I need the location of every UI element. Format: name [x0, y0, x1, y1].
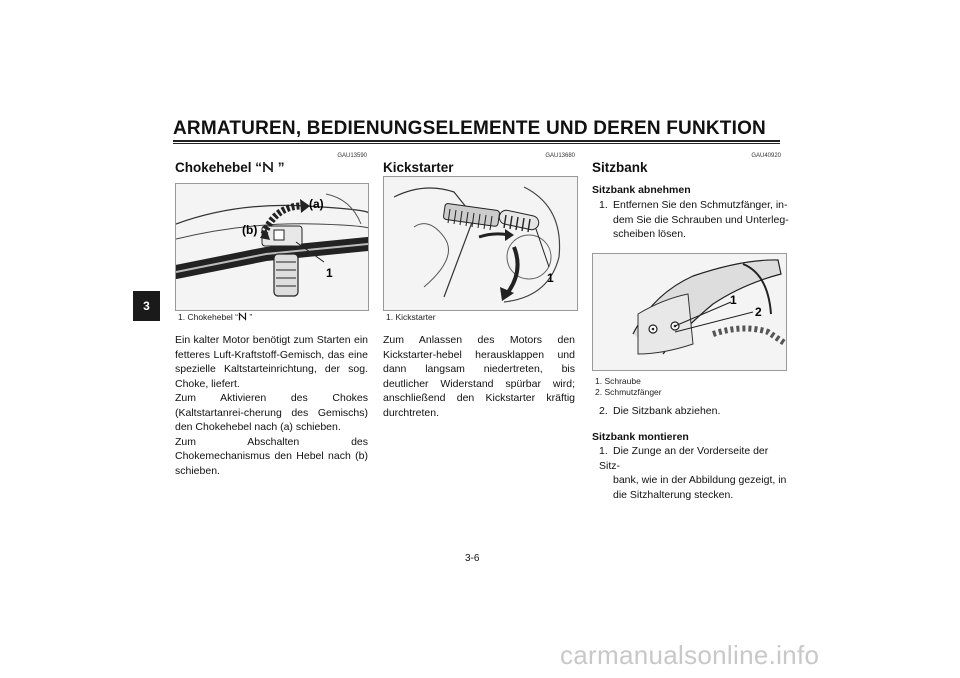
figure-sitzbank: [592, 253, 787, 371]
watermark: carmanualsonline.info: [560, 640, 820, 670]
figure-choke: [175, 183, 369, 311]
figure-kickstarter-label-1: 1: [547, 271, 554, 285]
step-remove-2: [599, 404, 789, 419]
step-install-1-num: 1.: [599, 445, 608, 457]
step-remove-2-line1: Die Sitzbank abziehen.: [613, 405, 721, 417]
choke-symbol-icon: [262, 161, 274, 173]
page-title: ARMATUREN, BEDIENUNGSELEMENTE UND DEREN FUNKTION: [173, 118, 766, 139]
step-remove-1-num: 1.: [599, 199, 608, 211]
subheading-sitzbank-abnehmen: Sitzbank abnehmen: [592, 184, 691, 196]
title-rule: [173, 140, 780, 142]
chapter-tab: 3: [133, 291, 160, 321]
caption-kickstarter: 1. Kickstarter: [386, 312, 436, 322]
body-choke: [175, 333, 368, 478]
figure-kickstarter-illustration: [384, 177, 577, 310]
section-code-sitzbank: GAU40920: [751, 153, 781, 159]
heading-choke-suffix: ”: [274, 160, 285, 175]
subheading-sitzbank-montieren: Sitzbank montieren: [592, 431, 689, 443]
heading-choke-prefix: Chokehebel “: [175, 160, 263, 175]
step-install-1-line3: die Sitzhalterung stecken.: [613, 488, 734, 501]
figure-choke-label-b: (b): [242, 223, 258, 237]
choke-symbol-small-icon: [238, 312, 247, 321]
figure-sitzbank-illustration: [593, 254, 786, 370]
figure-sitzbank-label-2: 2: [755, 305, 762, 319]
figure-choke-illustration: [176, 184, 368, 310]
title-rule-thin: [173, 143, 780, 144]
caption-choke-prefix: 1. Chokehebel “: [178, 312, 239, 322]
figure-choke-label-a: (a): [309, 197, 324, 211]
body-choke-p2: Zum Aktivieren des Chokes (Kaltstartanrei-cherung des Gemischs) den Chokehebel nach (a) schieben.: [175, 392, 368, 433]
caption-sitzbank-2: 2. Schmutzfänger: [595, 387, 662, 397]
heading-choke: [175, 160, 285, 175]
caption-choke-suffix: ”: [247, 312, 253, 322]
step-remove-2-num: 2.: [599, 405, 608, 417]
step-remove-1-line2: dem Sie die Schrauben und Unterleg-: [613, 213, 789, 226]
body-choke-p3: Zum Abschalten des Chokemechanismus den Hebel nach (b) schieben.: [175, 435, 368, 477]
step-install-1-line1: Die Zunge an der Vorderseite der Sitz-: [599, 445, 769, 472]
step-remove-1-line1: Entfernen Sie den Schmutzfänger, in-: [613, 199, 788, 211]
step-install-1-line2: bank, wie in der Abbildung gezeigt, in: [613, 474, 787, 486]
section-code-choke: GAU13590: [337, 153, 367, 159]
step-remove-1: [599, 198, 789, 242]
section-code-kickstarter: GAU13680: [545, 153, 575, 159]
figure-sitzbank-label-1: 1: [730, 293, 737, 307]
body-choke-p1: Ein kalter Motor benötigt zum Starten ein fetteres Luft-Kraftstoff-Gemisch, das eine spezielle Kaltstarteinrichtung, der sog. Choke, liefert.: [175, 334, 368, 390]
step-install-1: [599, 444, 789, 502]
figure-choke-label-1: 1: [326, 266, 333, 280]
figure-kickstarter: [383, 176, 578, 311]
body-kickstarter: Zum Anlassen des Motors den Kickstarter-hebel herausklappen und dann langsam niedertreten, bis deutlicher Widerstand spürbar wird; anschließend den Kickstarter kräftig durchtreten.: [383, 334, 575, 419]
step-remove-1-line3: scheiben lösen.: [613, 228, 686, 240]
caption-sitzbank-1: 1. Schraube: [595, 376, 641, 386]
caption-choke: [178, 312, 252, 323]
caption-sitzbank: [595, 376, 662, 398]
page-number: 3-6: [465, 553, 480, 564]
heading-kickstarter: Kickstarter: [383, 160, 454, 175]
heading-sitzbank: Sitzbank: [592, 160, 648, 175]
